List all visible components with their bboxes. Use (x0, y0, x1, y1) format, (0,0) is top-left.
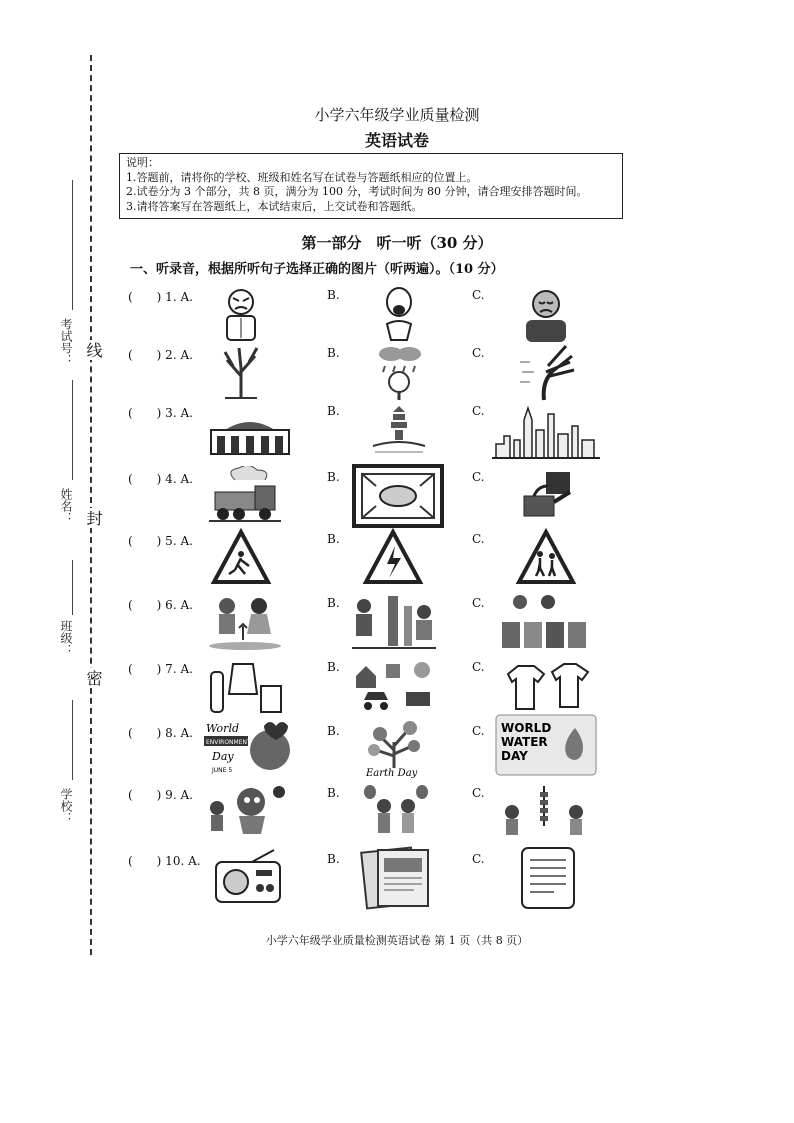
question-number: ( ) 4. A. (128, 472, 193, 486)
option-b-label: B. (327, 596, 340, 610)
question-row (0, 721, 794, 784)
kids-planting-icon[interactable] (205, 592, 285, 652)
crying-man-icon[interactable] (515, 284, 577, 344)
world-environment-day-icon[interactable] (200, 716, 296, 782)
exam-subtitle: 英语试卷 (364, 131, 429, 150)
option-b-label: B. (327, 470, 340, 484)
lion-dance-icon[interactable] (205, 782, 289, 842)
option-c-label: C. (472, 786, 485, 800)
instruction-item: 2.试卷分为 3 个部分，共 8 页，满分为 100 分，考试时间为 80 分钟，请合理安排答题时间。 (126, 185, 588, 198)
question-number: ( ) 9. A. (128, 788, 193, 802)
option-c-label: C. (472, 596, 485, 610)
museum-building-icon[interactable] (205, 400, 295, 460)
angry-man-icon[interactable] (210, 284, 272, 344)
question-row (0, 596, 794, 656)
question-number: ( ) 10. A. (128, 854, 201, 868)
option-c-label: C. (472, 724, 485, 738)
option-b-label: B. (327, 724, 340, 738)
question-row (0, 660, 794, 720)
option-c-label: C. (472, 852, 485, 866)
instruction-item: 1.答题前，请将你的学校、班级和姓名写在试卷与答题纸相应的位置上。 (126, 170, 478, 184)
option-c-label: C. (472, 288, 485, 302)
part-heading: 第一部分 听一听（30 分） (301, 234, 493, 252)
high-voltage-sign-icon[interactable] (362, 528, 424, 588)
question-number: ( ) 3. A. (128, 406, 193, 420)
instructions-heading: 说明： (126, 156, 159, 169)
newspapers-icon[interactable] (356, 844, 436, 910)
traditional-window-icon[interactable] (350, 462, 446, 530)
question-row (0, 288, 794, 348)
page-footer: 小学六年级学业质量检测英语试卷 第 1 页（共 8 页） (265, 934, 529, 947)
section-heading: 一、听录音，根据所听句子选择正确的图片（听两遍）。（10 分） (130, 262, 504, 277)
bare-tree-icon[interactable] (210, 342, 272, 402)
exam-number-label: 考试号： (59, 318, 73, 366)
question-row (0, 346, 794, 406)
question-number: ( ) 2. A. (128, 348, 193, 362)
question-row (0, 404, 794, 464)
water-day-line1: WORLD (501, 721, 552, 735)
wed-banner-text: ENVIRONMENT (206, 739, 251, 746)
question-row (0, 532, 794, 592)
sorting-rubbish-icon[interactable] (498, 592, 594, 652)
wed-date-text: JUNE 5 (212, 767, 233, 774)
watering-can-icon[interactable] (515, 466, 577, 526)
old-toys-icon[interactable] (352, 656, 436, 716)
option-b-label: B. (327, 852, 340, 866)
question-row (0, 786, 794, 846)
cutting-trees-icon[interactable] (348, 592, 438, 652)
water-day-line3: DAY (501, 749, 528, 763)
tablet-icon[interactable] (510, 844, 586, 912)
slippery-sign-icon[interactable] (210, 528, 272, 588)
wed-day-text: Day (212, 750, 234, 763)
option-b-label: B. (327, 288, 340, 302)
name-label: 姓名： (59, 488, 73, 524)
children-crossing-sign-icon[interactable] (515, 528, 577, 588)
question-number: ( ) 5. A. (128, 534, 193, 548)
exam-title: 小学六年级学业质量检测 (314, 106, 480, 124)
clothes-icon[interactable] (500, 656, 596, 716)
instructions-box (119, 153, 623, 219)
question-number: ( ) 7. A. (128, 662, 193, 676)
option-b-label: B. (327, 786, 340, 800)
kids-lanterns-icon[interactable] (358, 782, 434, 842)
option-b-label: B. (327, 404, 340, 418)
school-label: 学校： (59, 788, 73, 824)
option-b-label: B. (327, 346, 340, 360)
radio-icon[interactable] (212, 848, 284, 908)
firecrackers-icon[interactable] (500, 782, 590, 842)
city-skyline-icon[interactable] (492, 400, 600, 460)
question-number: ( ) 6. A. (128, 598, 193, 612)
question-row (0, 470, 794, 530)
seal-word-seal: 封 (84, 510, 103, 526)
windy-tree-icon[interactable] (515, 342, 577, 402)
plastic-waste-icon[interactable] (205, 656, 285, 716)
shouting-man-icon[interactable] (368, 284, 430, 344)
question-number: ( ) 1. A. (128, 290, 193, 304)
seal-word-secret: 密 (84, 670, 103, 686)
option-c-label: C. (472, 346, 485, 360)
option-b-label: B. (327, 660, 340, 674)
rainy-tree-icon[interactable] (368, 342, 430, 402)
question-number: ( ) 8. A. (128, 726, 193, 740)
world-water-day-icon[interactable] (495, 714, 597, 776)
class-label: 班级： (59, 620, 73, 656)
option-c-label: C. (472, 470, 485, 484)
wed-world-text: World (206, 722, 239, 735)
option-c-label: C. (472, 404, 485, 418)
option-b-label: B. (327, 532, 340, 546)
option-c-label: C. (472, 532, 485, 546)
steam-train-icon[interactable] (205, 466, 285, 526)
seal-word-line: 线 (84, 342, 103, 358)
water-day-line2: WATER (501, 735, 548, 749)
pagoda-lake-icon[interactable] (368, 400, 430, 460)
earth-day-icon[interactable] (356, 716, 432, 782)
earth-day-text: Earth Day (366, 768, 418, 779)
option-c-label: C. (472, 660, 485, 674)
instruction-item: 3.请将答案写在答题纸上，本试结束后，上交试卷和答题纸。 (126, 199, 423, 213)
question-row (0, 852, 794, 912)
